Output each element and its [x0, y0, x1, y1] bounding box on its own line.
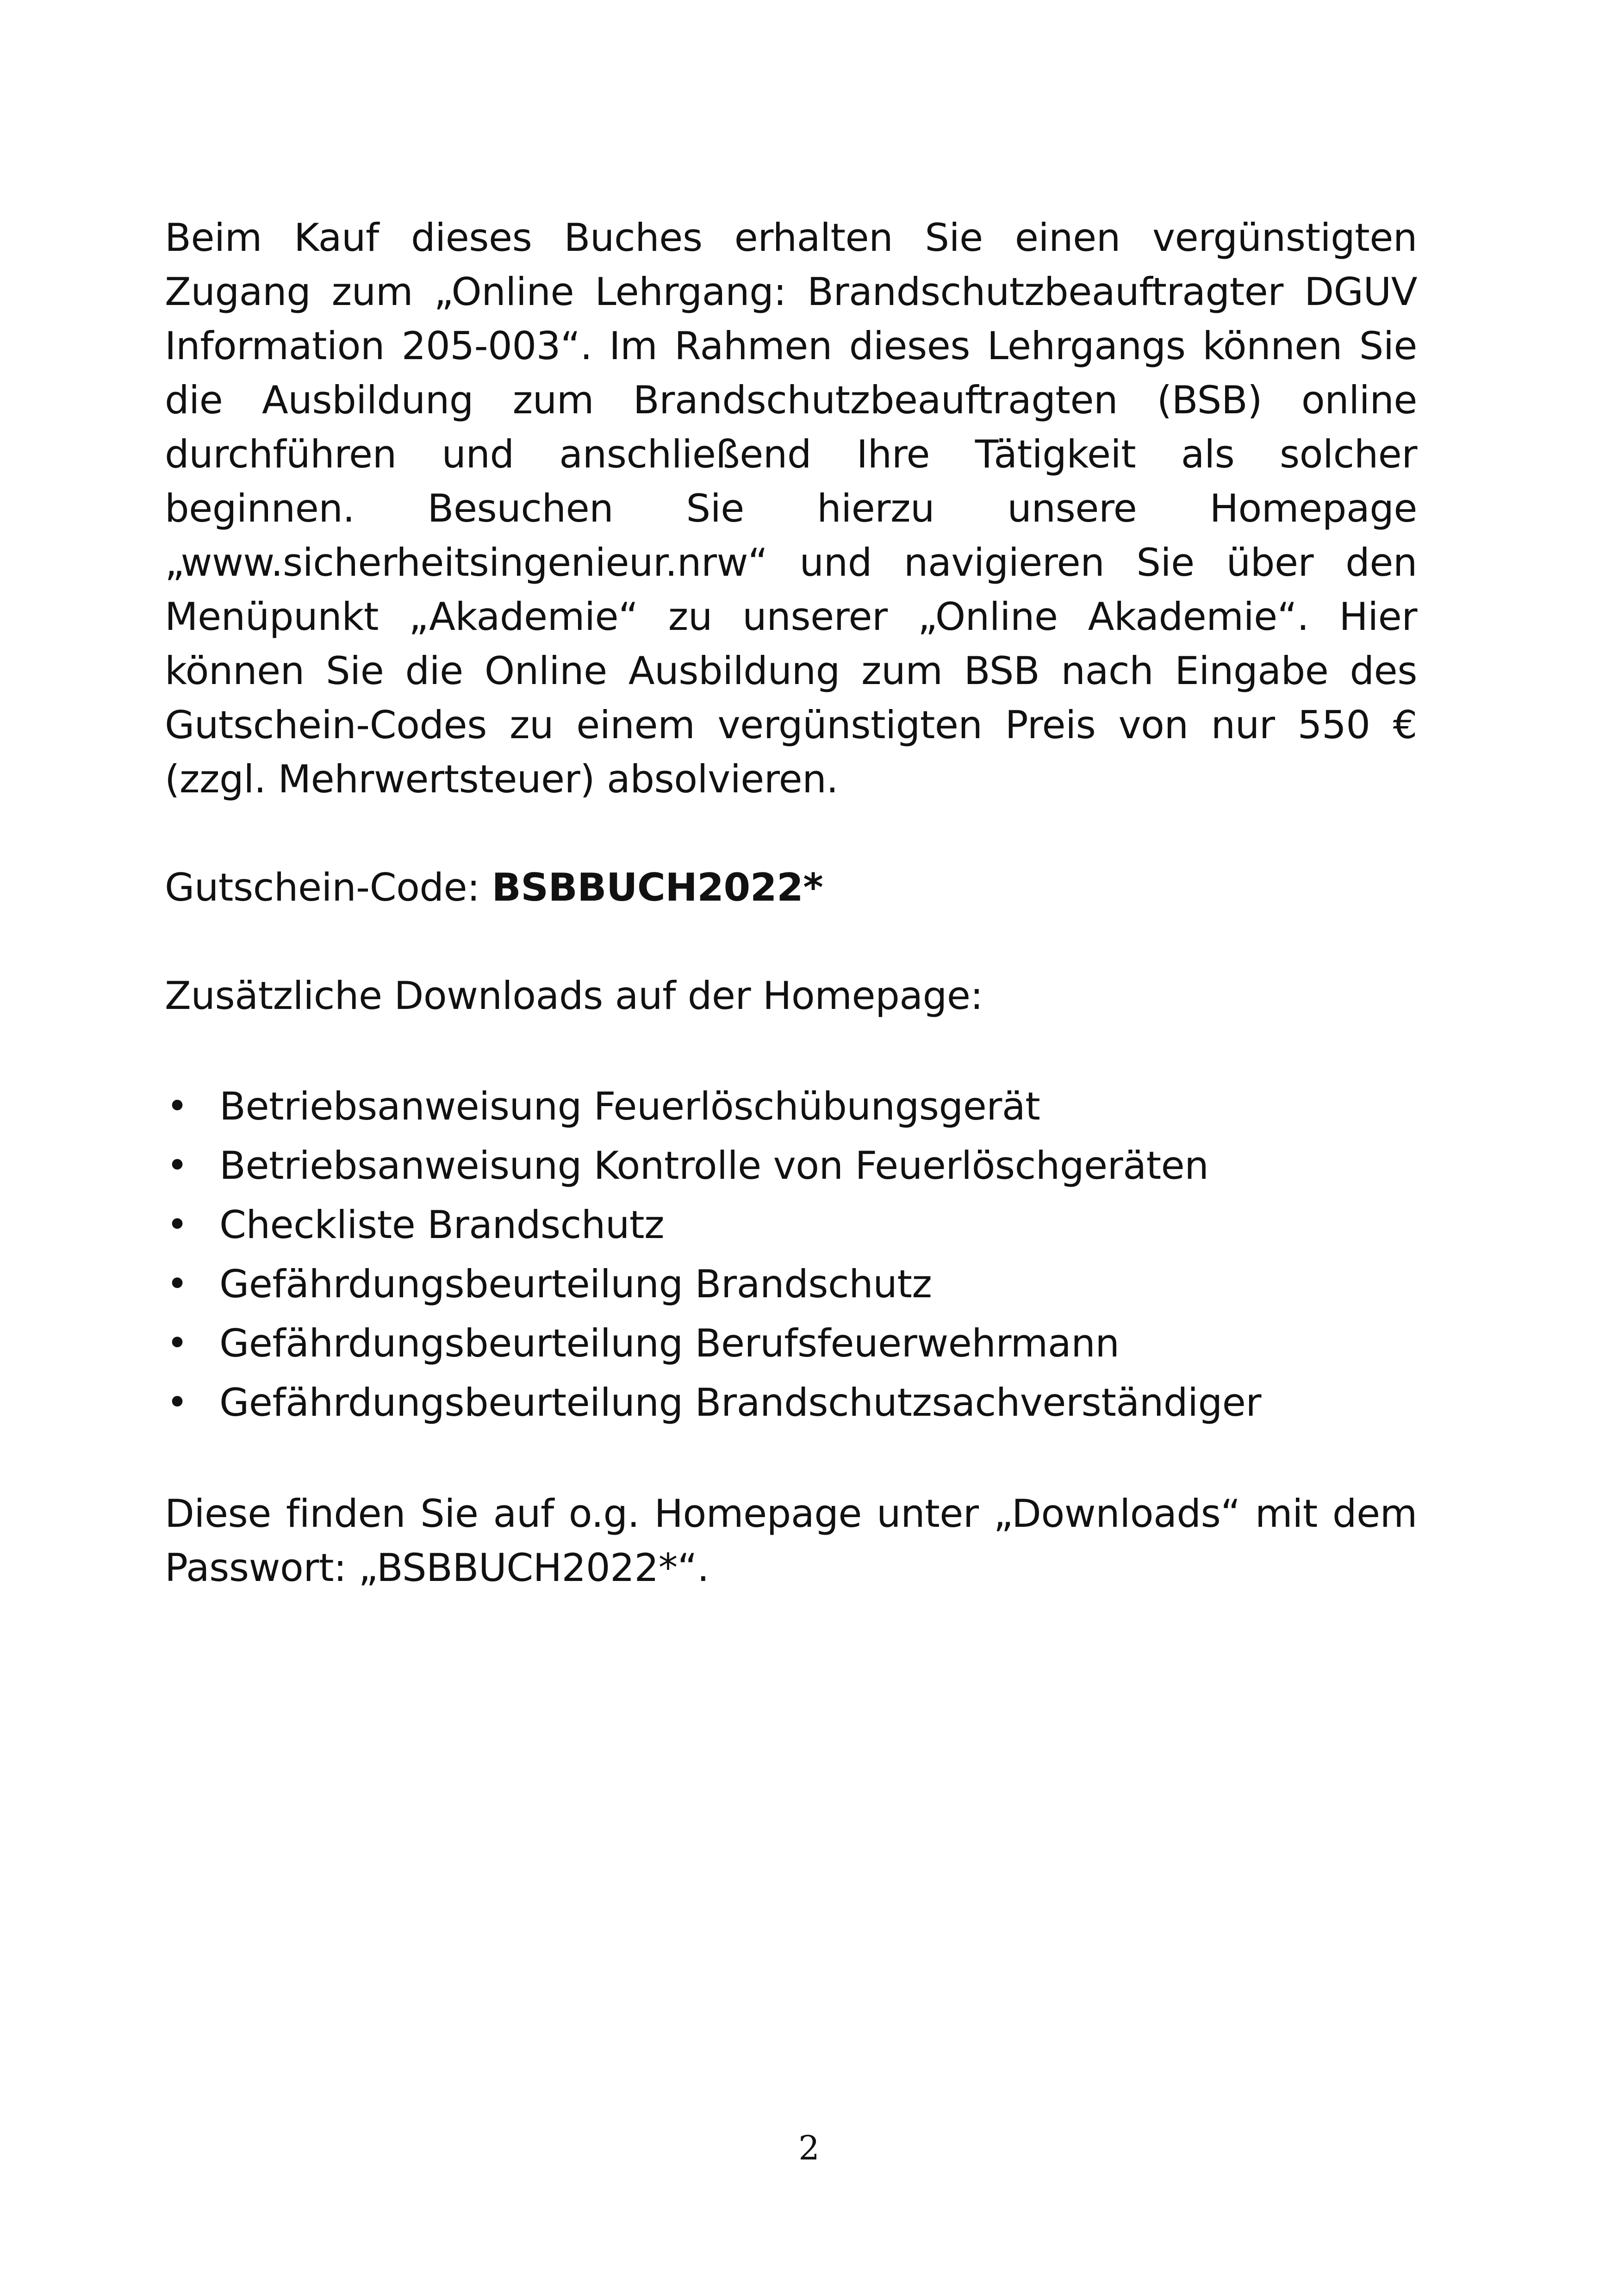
outro-paragraph: Diese finden Sie auf o.g. Homepage unter „Downloads“ mit dem Passwort: „BSBBUCH2022*“. [165, 1491, 1417, 1590]
intro-paragraph: Beim Kauf dieses Buches erhalten Sie einen vergünstigten Zugang zum „Online Lehrgang: Brandschutzbeauftragter DGUV Information 205-003“. Im Rahmen dieses Lehrgangs können Sie die Ausbildung zum Brandschutzbeauftragten (BSB) online durchführen und anschließend Ihre Tätigkeit als solcher beginnen. Besuchen Sie hierzu unsere Homepage „www.sicherheitsingenieur.nrw“ und navigieren Sie über den Menüpunkt „Akademie“ zu unserer „Online Akademie“. Hier können Sie die Online Ausbildung zum BSB nach Eingabe des Gutschein-Codes zu einem vergünstigten Preis von nur 550 € (zzgl. Mehrwertsteuer) absolvieren. [165, 215, 1417, 802]
download-item-label: Betriebsanweisung Kontrolle von Feuerlöschgeräten [219, 1143, 1209, 1188]
download-item [165, 1077, 1417, 1136]
download-item [165, 1136, 1417, 1195]
voucher-code: BSBBUCH2022* [492, 865, 823, 910]
download-item [165, 1195, 1417, 1255]
download-item-label: Gefährdungsbeurteilung Brandschutzsachverständiger [219, 1380, 1261, 1425]
bullet-icon: • [167, 1382, 188, 1424]
download-item-label: Betriebsanweisung Feuerlöschübungsgerät [219, 1084, 1040, 1129]
download-item [165, 1255, 1417, 1314]
bullet-icon: • [167, 1204, 188, 1246]
voucher-label: Gutschein-Code: [165, 865, 492, 910]
download-item-label: Gefährdungsbeurteilung Brandschutz [219, 1262, 932, 1307]
downloads-list [165, 1077, 1417, 1432]
page-body [165, 211, 1417, 1595]
download-item-label: Gefährdungsbeurteilung Berufsfeuerwehrmann [219, 1321, 1120, 1366]
downloads-heading: Zusätzliche Downloads auf der Homepage: [165, 973, 983, 1018]
download-item [165, 1373, 1417, 1432]
bullet-icon: • [167, 1086, 188, 1127]
download-item-label: Checkliste Brandschutz [219, 1202, 665, 1247]
voucher-line [165, 860, 1417, 915]
bullet-icon: • [167, 1323, 188, 1364]
bullet-icon: • [167, 1263, 188, 1305]
page-number: 2 [798, 2128, 820, 2167]
bullet-icon: • [167, 1145, 188, 1187]
download-item [165, 1314, 1417, 1373]
